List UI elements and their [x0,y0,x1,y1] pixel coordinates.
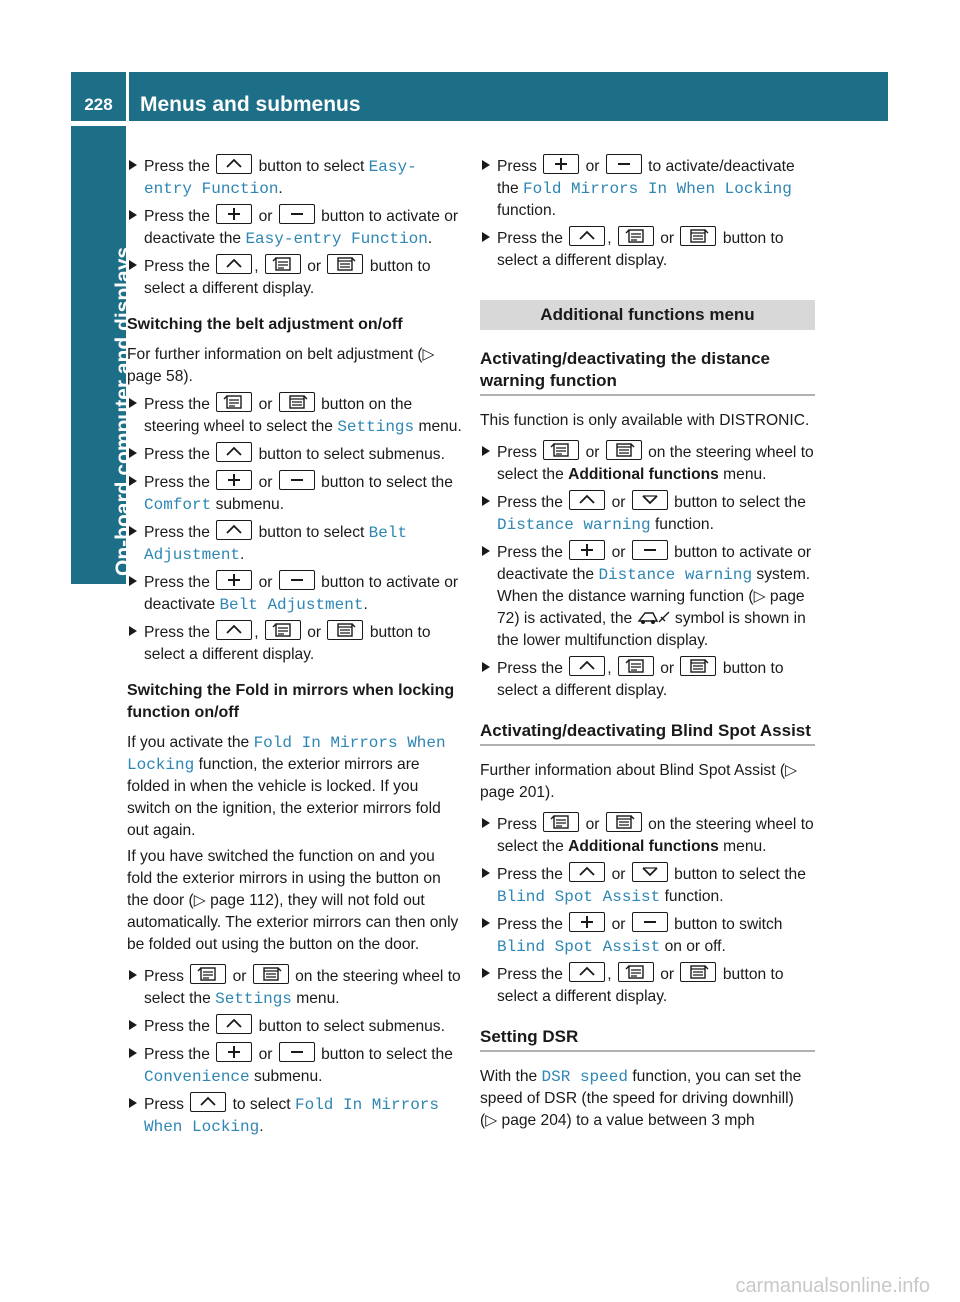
section-heading: Activating/deactivating the distance warning function [480,348,815,396]
right-column [480,154,815,1136]
arrow-up-icon [190,1092,226,1112]
prev-page-icon [618,962,654,982]
list-item: Press the , or button to select a different display. [480,656,815,702]
menu-term: Belt [368,524,408,542]
section-banner: Additional functions menu [480,300,815,330]
next-page-icon [606,440,642,460]
list-item: Press the button to select Easy- entry Function. [127,154,462,200]
next-page-icon [253,964,289,984]
list-item: Press the button to select submenus. [127,1014,462,1038]
section-heading: Setting DSR [480,1026,815,1052]
list-item: Press the or button to select the Convenience submenu. [127,1042,462,1088]
list-item: Press or to activate/deactivate the Fold Mirrors In When Locking function. [480,154,815,222]
page-number: 228 [84,95,113,114]
list-item: Press the or button on the steering wheel to select the Settings menu. [127,392,462,438]
next-page-icon [606,812,642,832]
watermark: carmanualsonline.info [735,1275,930,1297]
menu-term: Convenience [144,1068,250,1086]
plus-icon [216,1042,252,1062]
arrow-up-icon [569,656,605,676]
menu-term: Settings [337,418,415,436]
section-heading: Activating/deactivating Blind Spot Assist [480,720,815,746]
list-item: Press the or button to activate or deactivate the Distance warning system. When the distance warning function (▷ page 72) is activated, the symbol is shown in the lower multifunction display. [480,540,815,652]
menu-term: Distance warning [497,516,651,534]
next-page-icon [680,656,716,676]
arrow-up-icon [569,226,605,246]
menu-term: When Locking [144,1118,260,1136]
list-item: Press the , or button to select a different display. [127,254,462,300]
prev-page-icon [190,964,226,984]
distance-warning-icon [637,609,671,625]
list-item: Press the button to select Belt Adjustment. [127,520,462,566]
plus-icon [216,470,252,490]
arrow-up-icon [569,490,605,510]
prev-page-icon [618,226,654,246]
paragraph: If you have switched the function on and you fold the exterior mirrors in using the button on the door (▷ page 112), they will not fold out automatically. The exterior mirrors can then only be folded out using the button on the door. [127,848,459,953]
minus-icon [632,912,668,932]
arrow-up-icon [216,254,252,274]
next-page-icon [327,620,363,640]
prev-page-icon [543,812,579,832]
menu-term: Settings [215,990,292,1008]
next-page-icon [680,962,716,982]
list-item: Press or on the steering wheel to select the Additional functions menu. [480,440,815,486]
left-column [127,154,462,1142]
section-heading: Switching the belt adjustment on/off [127,316,403,333]
menu-term: Easy- [368,158,417,176]
next-page-icon [279,392,315,412]
arrow-up-icon [569,862,605,882]
minus-icon [279,1042,315,1062]
section-tab [71,126,135,584]
plus-icon [216,570,252,590]
menu-term: Locking [127,756,195,774]
prev-page-icon [265,254,301,274]
arrow-up-icon [216,1014,252,1034]
paragraph: For further information on belt adjustment (▷ page 58). [127,346,435,385]
plus-icon [569,912,605,932]
list-item: Press the or button to activate or deactivate the Easy-entry Function. [127,204,462,250]
list-item: Press the , or button to select a different display. [480,962,815,1008]
minus-icon [606,154,642,174]
minus-icon [279,570,315,590]
prev-page-icon [216,392,252,412]
next-page-icon [680,226,716,246]
menu-term: Blind Spot Assist [497,938,661,956]
menu-term: DSR speed [541,1068,628,1086]
list-item: Press or on the steering wheel to select the Additional functions menu. [480,812,815,858]
page-title: Menus and submenus [140,93,361,116]
list-item: Press the or button to select the Distance warning function. [480,490,815,536]
list-item: Press the button to select submenus. [127,442,462,466]
menu-term: entry Function [144,180,279,198]
menu-term: Distance warning [598,566,753,584]
prev-page-icon [265,620,301,640]
paragraph: If you activate the Fold In Mirrors When Locking function, the exterior mirrors are folded in when the vehicle is locked. If you switch on the ignition, the exterior mirrors fold out again. [127,734,446,839]
list-item: Press the or button to activate or deactivate Belt Adjustment. [127,570,462,616]
arrow-down-icon [632,490,668,510]
menu-term: Blind Spot Assist [497,888,661,906]
next-page-icon [327,254,363,274]
plus-icon [543,154,579,174]
paragraph: This function is only available with DISTRONIC. [480,412,810,429]
page-header [71,72,888,121]
menu-term: Belt Adjustment [219,596,364,614]
list-item: Press the or button to select the Comfort submenu. [127,470,462,516]
list-item: Press the , or button to select a different display. [480,226,815,272]
prev-page-icon [618,656,654,676]
arrow-up-icon [216,154,252,174]
prev-page-icon [543,440,579,460]
list-item: Press to select Fold In Mirrors When Locking. [127,1092,462,1138]
plus-icon [216,204,252,224]
plus-icon [569,540,605,560]
minus-icon [279,204,315,224]
minus-icon [632,540,668,560]
arrow-down-icon [632,862,668,882]
list-item: Press the , or button to select a different display. [127,620,462,666]
menu-term: Fold Mirrors In When Locking [523,180,792,198]
arrow-up-icon [216,520,252,540]
minus-icon [279,470,315,490]
arrow-up-icon [569,962,605,982]
arrow-up-icon [216,620,252,640]
menu-term: Fold In Mirrors When [253,734,446,752]
list-item: Press or on the steering wheel to select the Settings menu. [127,964,462,1010]
arrow-up-icon [216,442,252,462]
section-heading: Switching the Fold in mirrors when locking function on/off [127,682,455,721]
section-tab-label: On-board computer and displays [111,246,135,576]
header-divider [126,72,129,121]
menu-term: Comfort [144,496,212,514]
list-item: Press the or button to select the Blind Spot Assist function. [480,862,815,908]
paragraph: Further information about Blind Spot Assist (▷ page 201). [480,762,798,801]
paragraph: With the DSR speed function, you can set the speed of DSR (the speed for driving downhill) (▷ page 204) to a value between 3 mph [480,1068,802,1129]
menu-term: Easy-entry Function [245,230,428,248]
menu-term: Adjustment [144,546,241,564]
list-item: Press the or button to switch Blind Spot Assist on or off. [480,912,815,958]
menu-term: Fold In Mirrors [294,1096,440,1114]
